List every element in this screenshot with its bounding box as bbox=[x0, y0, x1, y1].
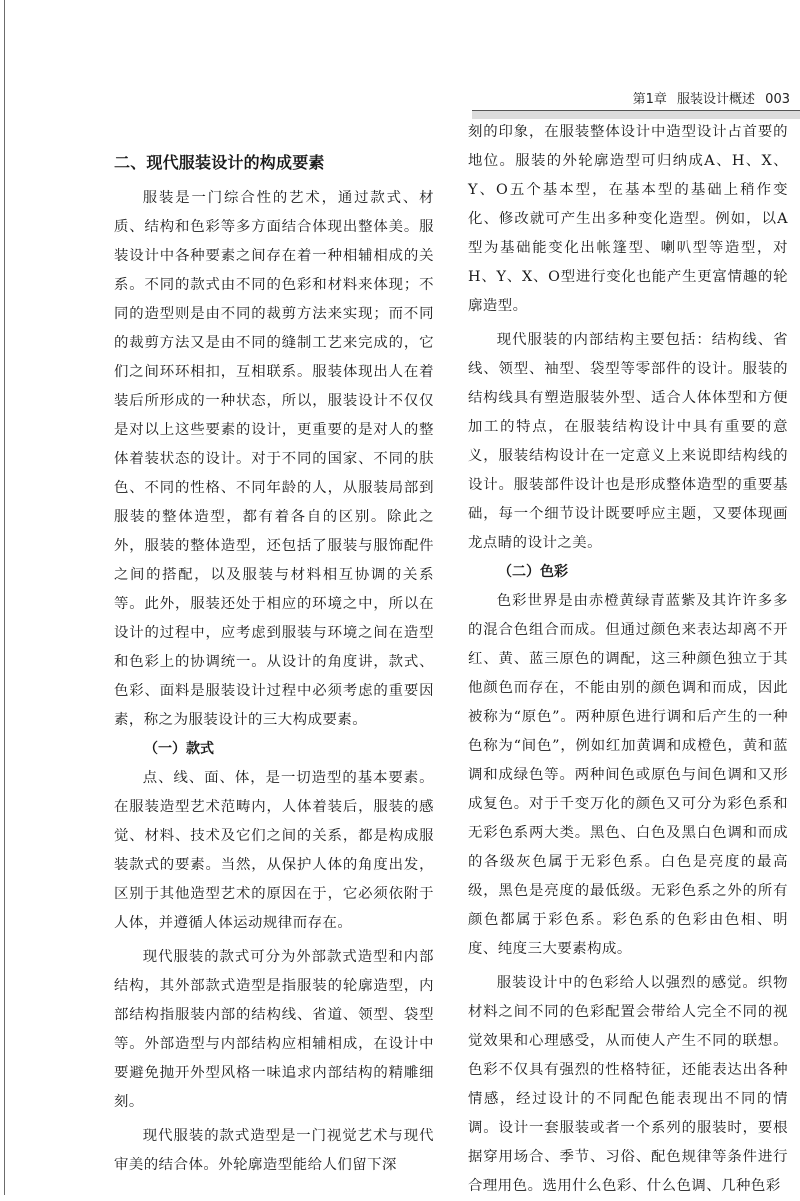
paragraph: 服装是一门综合性的艺术，通过款式、材质、结构和色彩等多方面结合体现出整体美。服装设计中各种要素之间存在着一种相辅相成的关系。不同的款式由不同的色彩和材料来体现；不同的造型则是由不同的裁剪方法来实现；而不同的裁剪方法又是由不同的缝制工艺来完成的，它们之间环环相扣，互相联系。服装体现出人在着装后所形成的一种状态，所以，服装设计不仅仅是对以上这些要素的设计，更重要的是对人的整体着装状态的设计。对于不同的国家、不同的肤色、不同的性格、不同年龄的人，从服装局部到服装的整体造型，都有着各自的区别。除此之外，服装的整体造型，还包括了服装与服饰配件之间的搭配，以及服装与材料相互协调的关系等。此外，服装还处于相应的环境之中，所以在设计的过程中，应考虑到服装与环境之间在造型和色彩上的协调统一。从设计的角度讲，款式、色彩、面料是服装设计过程中必须考虑的重要因素，称之为服装设计的三大构成要素。 bbox=[114, 190, 434, 728]
paragraph: 现代服装的款式造型是一门视觉艺术与现代审美的结合体。外轮廓造型能给人们留下深 bbox=[114, 1128, 434, 1173]
subsection-title-color: （二）色彩 bbox=[498, 564, 568, 580]
page-number: 003 bbox=[765, 92, 790, 107]
section-title: 二、现代服装设计的构成要素 bbox=[114, 153, 325, 172]
paragraph-continued: 刻的印象，在服装整体设计中造型设计占首要的地位。服装的外轮廓造型可归纳成A、H、X、Y、O五个基本型，在基本型的基础上稍作变化、修改就可产生出多种变化造型。例如，以A型为基础能变化出帐篷型、喇叭型等造型，对H、Y、X、O型进行变化也能产生更富情趣的轮廓造型。 bbox=[468, 124, 788, 314]
chapter-label: 第1章 bbox=[632, 92, 667, 107]
page-edge-line bbox=[4, 0, 5, 1195]
paragraph: 点、线、面、体，是一切造型的基本要素。在服装造型艺术范畴内，人体着装后，服装的感觉、材料、技术及它们之间的关系，都是构成服装款式的要素。当然，从保护人体的角度出发，区别于其他造型艺术的原因在于，它必须依附于人体，并遵循人体运动规律而存在。 bbox=[114, 770, 434, 931]
paragraph: 现代服装的内部结构主要包括：结构线、省线、领型、袖型、袋型等零部件的设计。服装的结构线具有塑造服装外型、适合人体体型和方便加工的特点，在服装结构设计中具有重要的意义，服装结构设计在一定意义上来说即结构线的设计。服装部件设计也是形成整体造型的重要基础，每一个细节设计既要呼应主题，又要体现画龙点睛的设计之美。 bbox=[468, 332, 788, 551]
running-header bbox=[0, 0, 800, 120]
header-text bbox=[627, 88, 790, 107]
right-column bbox=[468, 118, 788, 1201]
paragraph: 现代服装的款式可分为外部款式造型和内部结构，其外部款式造型是指服装的轮廓造型，内部结构指服装内部的结构线、省道、领型、袋型等。外部造型与内部结构应相辅相成，在设计中要避免抛开外型风格一味追求内部结构的精雕细刻。 bbox=[114, 949, 434, 1110]
chapter-title: 服装设计概述 bbox=[677, 92, 756, 107]
paragraph: 色彩世界是由赤橙黄绿青蓝紫及其许许多多的混合色组合而成。但通过颜色来表达却离不开红、黄、蓝三原色的调配，这三种颜色独立于其他颜色而存在，不能由别的颜色调和而成，因此被称为“原色”。两种原色进行调和后产生的一种色称为“间色”，例如红加黄调和成橙色，黄和蓝调和成绿色等。两种间色或原色与间色调和又形成复色。对于千变万化的颜色又可分为彩色系和无彩色系两大类。黑色、白色及黑白色调和而成的各级灰色属于无彩色系。白色是亮度的最高级，黑色是亮度的最低级。无彩色系之外的所有颜色都属于彩色系。彩色系的色彩由色相、明度、纯度三大要素构成。 bbox=[468, 593, 788, 957]
left-column bbox=[114, 128, 434, 1180]
paragraph: 服装设计中的色彩给人以强烈的感觉。织物材料之间不同的色彩配置会带给人完全不同的视觉效果和心理感受，从而使人产生不同的联想。色彩不仅具有强烈的性格特征，还能表达出各种情感，经过设计的不同配色能表现出不同的情调。设计一套服装或者一个系列的服装时，要根据穿用场合、季节、习俗、配色规律等条件进行合理用色。选用什么色彩、什么色调、几种色彩 bbox=[468, 975, 788, 1194]
subsection-title-style: （一）款式 bbox=[144, 741, 214, 757]
